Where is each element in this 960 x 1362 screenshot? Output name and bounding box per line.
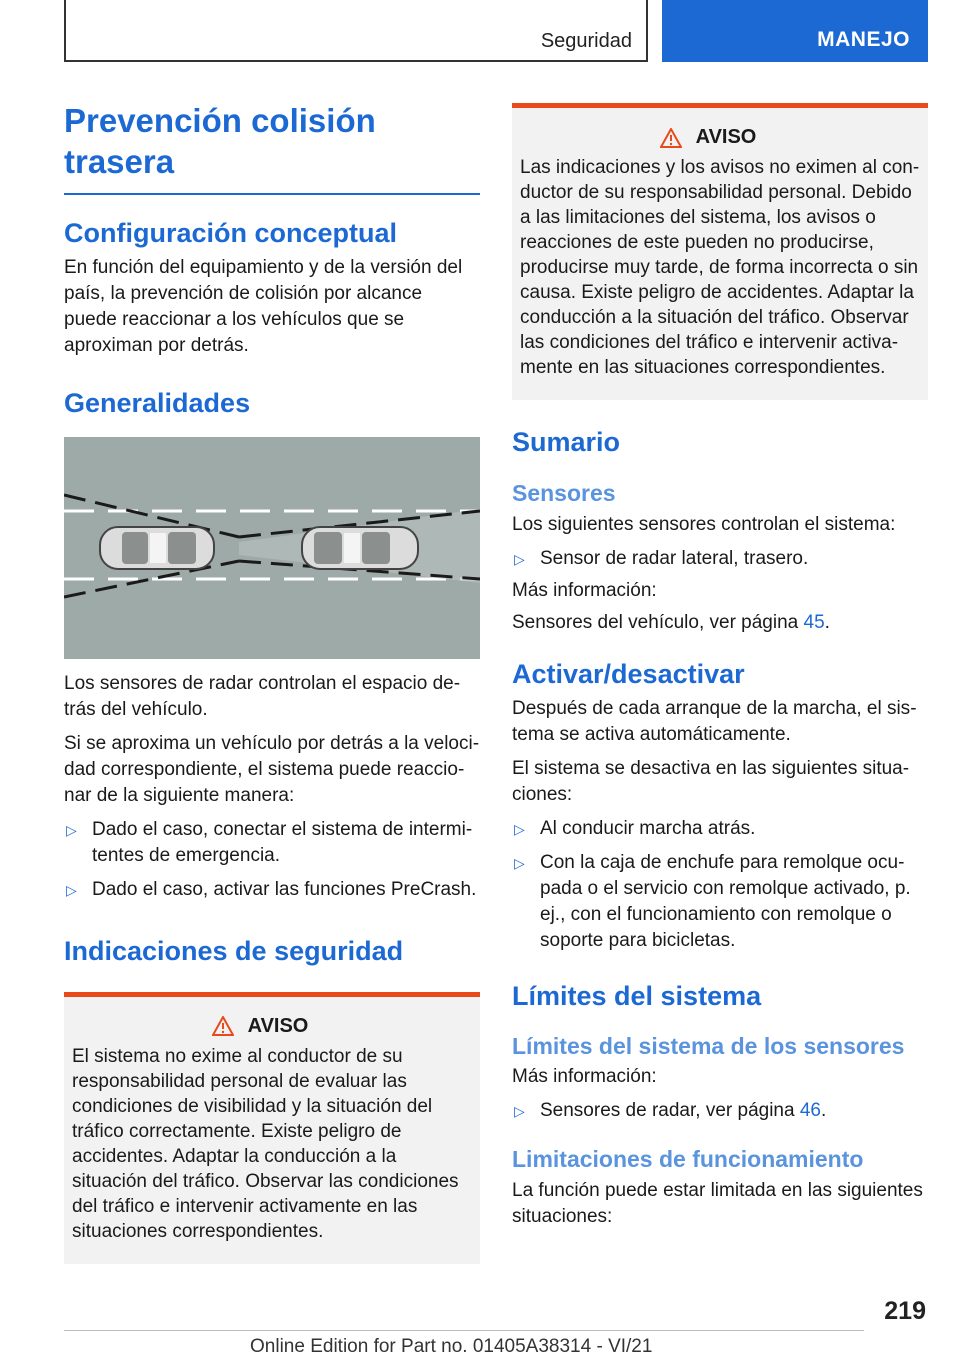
func-limits-heading: Limitaciones de funcionamiento	[512, 1146, 864, 1173]
activate-text-1: Después de cada arranque de la marcha, el sistema se activa automáticamente.	[512, 698, 917, 746]
footer-edition: Online Edition for Part no. 01405A38314 - VI/21	[250, 1336, 653, 1357]
triangle-bullet-icon: ▷	[66, 882, 77, 899]
warning-title: AVISO	[247, 1014, 309, 1037]
page-link-46[interactable]: 46	[799, 1100, 821, 1122]
sensors-heading: Sensores	[512, 480, 616, 507]
concept-text: En función del equipamiento y de la versión del país, la prevención de colisión por alcance puede reaccionar a los vehículos que se aproximan por detrás.	[64, 256, 463, 356]
list-item: ▷ Dado el caso, activar las funciones PreCrash.	[64, 877, 480, 903]
activate-text-2: El sistema se desactiva en las siguientes situaciones:	[512, 758, 910, 806]
more-info-label: Más información:	[512, 1066, 657, 1088]
header-chapter-tab[interactable]: MANEJO	[662, 0, 928, 62]
warning-box	[64, 992, 480, 1264]
warning-triangle-icon	[212, 1016, 234, 1036]
func-limits-text: La función puede estar limitada en las siguientes situaciones:	[512, 1179, 923, 1227]
warning-text: El sistema no exime al conductor de su responsabilidad personal de evaluar las condiciones de visibilidad y la situación del tráfico correctamente. Existe peligro de accidentes. Adaptar la conducción a la situación del tráfico. Observar las condiciones del tráfico e intervenir activamente en las situaciones correspondientes.	[72, 1045, 459, 1242]
sensor-limits-heading: Límites del sistema de los sensores	[512, 1032, 905, 1059]
own-car-icon	[302, 527, 418, 569]
footer-divider	[64, 1330, 864, 1331]
radar-field-graphic	[64, 437, 480, 659]
warning-box	[512, 103, 928, 400]
sensor-limits-list	[512, 1098, 928, 1124]
approach-text: Si se aproxima un vehículo por detrás a la velocidad correspondiente, el sistema puede reaccionar de la siguiente manera:	[64, 733, 480, 807]
list-item: ▷ Con la caja de enchufe para remolque ocupada o el servicio con remolque activado, p. ej., con el funcionamiento con remolque o soporte para bicicletas.	[514, 852, 911, 952]
rear-radar-illustration	[64, 437, 480, 659]
warning-title: AVISO	[695, 126, 757, 148]
limits-heading: Límites del sistema	[512, 981, 762, 1012]
reaction-list	[64, 817, 480, 903]
deactivate-list	[512, 816, 928, 954]
page-link-45[interactable]: 45	[803, 611, 825, 633]
header-section-title: Seguridad	[540, 30, 632, 52]
list-item: ▷ Al conducir marcha atrás.	[512, 816, 928, 842]
triangle-bullet-icon: ▷	[66, 822, 77, 839]
concept-heading: Configuración conceptual	[64, 217, 398, 248]
list-item: ▷ Sensores de radar, ver página 46.	[512, 1098, 928, 1124]
summary-heading: Sumario	[512, 427, 621, 457]
safety-heading: Indicaciones de seguridad	[64, 936, 404, 967]
right-column	[512, 100, 928, 1230]
more-info-label: Más información:	[512, 579, 657, 601]
approaching-car-icon	[100, 527, 214, 569]
list-item: ▷ Sensor de radar lateral, trasero.	[512, 546, 928, 572]
left-column	[64, 100, 480, 1264]
activate-heading: Activar/desactivar	[512, 658, 745, 689]
warning-header	[520, 126, 920, 149]
page-title: Prevención colisión trasera	[64, 100, 480, 195]
sensors-list	[512, 546, 928, 572]
general-heading: Generalidades	[64, 387, 251, 418]
list-item: ▷ Dado el caso, conectar el sistema de intermitentes de emergencia.	[66, 819, 473, 867]
warning-text: Las indicaciones y los avisos no eximen al conductor de su responsabilidad personal. Debido a las limitaciones del sistema, los avisos o reacciones de este pueden no producirse, producirse muy tarde, de forma incorrecta o sin causa. Existe peligro de accidentes. Adaptar la conducción a la situación del tráfico. Observar las condiciones del tráfico e intervenir activamente en las situaciones correspondientes.	[520, 157, 920, 378]
triangle-bullet-icon: ▷	[514, 855, 525, 872]
radar-monitor-text: Los sensores de radar controlan el espacio detrás del vehículo.	[64, 673, 461, 721]
warning-header	[72, 1015, 472, 1038]
warning-triangle-icon	[660, 128, 682, 148]
triangle-bullet-icon: ▷	[514, 550, 525, 567]
sensors-reference: Sensores del vehículo, ver página 45.	[512, 611, 830, 633]
header-section-box	[64, 0, 648, 62]
page-number: 219	[884, 1297, 926, 1325]
sensors-text: Los siguientes sensores controlan el sistema:	[512, 513, 896, 535]
triangle-bullet-icon: ▷	[514, 821, 525, 838]
triangle-bullet-icon: ▷	[514, 1103, 525, 1120]
